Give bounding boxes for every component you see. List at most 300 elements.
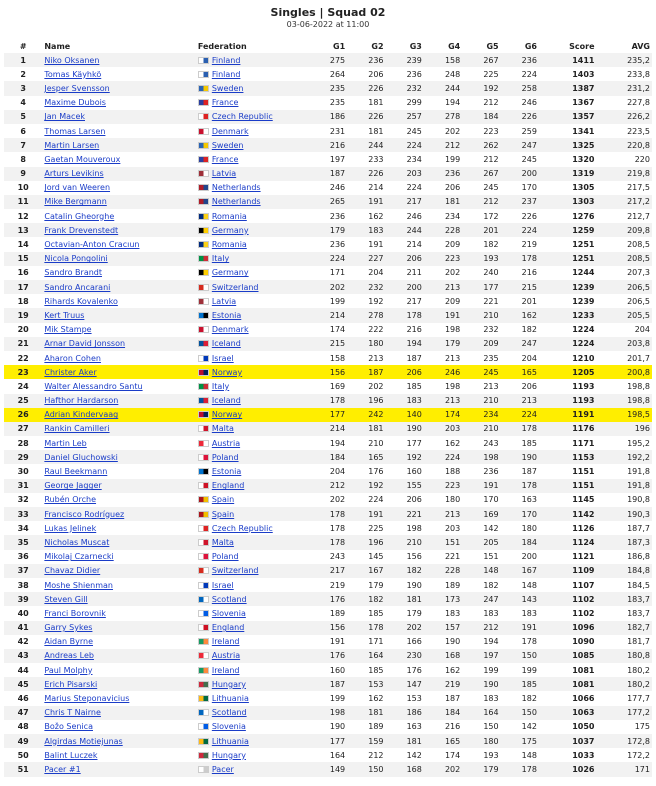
game-score-cell: 197 [329,154,346,164]
player-link[interactable]: Mik Stampe [44,325,92,335]
player-link[interactable]: Hafthor Hardarson [44,396,119,406]
col-avg: AVG [631,41,650,51]
total-score-cell: 1090 [572,637,595,647]
player-link[interactable]: Rubén Orche [44,495,97,505]
player-name-cell [42,195,195,209]
federation-link[interactable]: Romania [211,240,247,250]
game-score-cell: 228 [424,223,462,237]
game-score-cell: 236 [501,53,539,67]
flag-icon [198,369,209,376]
flag-icon [198,184,209,191]
average-cell: 196 [597,422,653,436]
federation-cell [196,209,309,223]
game-score-cell: 188 [444,467,461,477]
game-score-cell: 176 [309,592,347,606]
federation-cell [196,394,309,408]
game-score-cell: 227 [347,252,385,266]
federation-cell [196,535,309,549]
player-link[interactable]: Moshe Shienman [44,580,113,590]
game-score-cell: 175 [501,734,539,748]
game-score-cell: 214 [309,308,347,322]
game-score-cell: 194 [386,337,424,351]
federation-link[interactable]: England [211,481,245,491]
table-row [4,394,652,408]
game-score-cell: 184 [424,706,462,720]
player-name-cell [42,96,195,110]
player-link[interactable]: Aidan Byrne [44,637,94,647]
player-link[interactable]: Walter Alessandro Santu [44,381,143,391]
table-row [4,436,652,450]
game-score-cell: 216 [521,268,537,278]
player-link[interactable]: George Jagger [44,481,102,491]
game-score-cell: 177 [309,734,347,748]
player-link[interactable]: Raul Beekmann [44,467,108,477]
rank-cell: 16 [17,268,29,278]
game-score-cell: 198 [406,523,422,533]
flag-icon [198,85,209,92]
rank-cell: 47 [4,706,42,720]
game-score-cell: 150 [483,722,499,732]
federation-link[interactable]: Austria [211,438,241,448]
federation-cell [196,408,309,422]
total-score-cell: 1303 [539,195,597,209]
federation-link[interactable]: Slovenia [211,608,246,618]
federation-link[interactable]: Hungary [211,679,246,689]
flag-icon [198,71,209,78]
total-score-cell: 1233 [539,308,597,322]
federation-link[interactable]: Ireland [211,637,240,647]
player-name-cell [42,720,195,734]
game-score-cell: 162 [368,694,384,704]
federation-cell [196,124,309,138]
player-link[interactable]: Algirdas Motiejunas [44,736,123,746]
rank-cell: 25 [4,394,42,408]
game-score-cell: 226 [347,81,385,95]
total-score-cell: 1171 [572,438,595,448]
game-score-cell: 197 [462,649,500,663]
federation-link[interactable]: Denmark [211,126,249,136]
game-score-cell: 163 [406,722,422,732]
federation-link[interactable]: Denmark [211,325,249,335]
average-cell: 235,2 [597,53,653,67]
federation-cell [196,294,309,308]
player-link[interactable]: Pacer #1 [44,764,81,774]
player-link[interactable]: Chavaz Didier [44,566,101,576]
player-link[interactable]: Sandro Brandt [44,268,103,278]
game-score-cell: 223 [483,126,499,136]
player-link[interactable]: Božo Senica [44,722,93,732]
flag-icon [198,284,209,291]
federation-link[interactable]: Romania [211,211,247,221]
federation-link[interactable]: Germany [211,225,249,235]
average-cell: 212,7 [627,211,650,221]
game-score-cell: 202 [444,126,461,136]
player-link[interactable]: Arturs Levikins [44,169,104,179]
game-score-cell: 165 [424,734,462,748]
game-score-cell: 264 [329,69,346,79]
game-score-cell: 299 [406,98,422,108]
federation-cell [196,252,309,266]
federation-link[interactable]: Latvia [211,296,237,306]
federation-link[interactable]: Spain [211,509,235,519]
col-g3: G3 [409,41,422,51]
game-score-cell: 187 [347,365,385,379]
federation-link[interactable]: Malta [211,424,234,434]
average-cell: 172,8 [597,734,653,748]
federation-link[interactable]: Poland [211,452,239,462]
game-score-cell: 149 [309,762,347,776]
flag-icon [198,638,209,645]
player-link[interactable]: Lukas Jelinek [44,523,97,533]
table-row [4,379,652,393]
game-score-cell: 222 [368,325,384,335]
player-name-cell [42,81,195,95]
game-score-cell: 189 [368,722,384,732]
header-row [4,39,652,53]
game-score-cell: 210 [462,422,500,436]
player-name-cell [42,167,195,181]
game-score-cell: 181 [424,195,462,209]
rank-cell: 24 [17,381,29,391]
total-score-cell: 1107 [572,580,595,590]
game-score-cell: 214 [406,240,422,250]
table-row [4,67,652,81]
average-cell: 183,7 [597,592,653,606]
average-cell: 186,8 [627,552,650,562]
federation-link[interactable]: Israel [211,353,234,363]
player-name-cell [42,677,195,691]
player-link[interactable]: Adrian Kindervaag [44,410,119,420]
federation-link[interactable]: France [211,154,239,164]
game-score-cell: 160 [406,467,422,477]
game-score-cell: 187 [521,467,537,477]
player-link[interactable]: Sandro Ancarani [44,282,111,292]
game-score-cell: 192 [347,479,385,493]
player-link[interactable]: Franci Borovnik [44,608,106,618]
player-link[interactable]: Gaetan Mouveroux [44,154,121,164]
player-link[interactable]: Martin Larsen [44,140,100,150]
flag-icon [198,440,209,447]
game-score-cell: 184 [462,110,500,124]
flag-icon [198,596,209,603]
game-score-cell: 183 [483,608,499,618]
game-score-cell: 147 [386,677,424,691]
game-score-cell: 221 [444,552,461,562]
federation-link[interactable]: Switzerland [211,282,259,292]
game-score-cell: 206 [368,69,384,79]
total-score-cell: 1151 [539,479,597,493]
player-link[interactable]: Garry Sykes [44,623,93,633]
federation-link[interactable]: Italy [211,254,230,264]
rank-cell: 17 [4,280,42,294]
table-row [4,720,652,734]
total-score-cell: 1224 [539,337,597,351]
table-row [4,323,652,337]
game-score-cell: 267 [462,53,500,67]
game-score-cell: 163 [521,495,537,505]
player-link[interactable]: Daniel Gluchowski [44,452,118,462]
game-score-cell: 187 [309,677,347,691]
federation-cell [196,720,309,734]
rank-cell: 38 [17,580,29,590]
game-score-cell: 198 [462,450,500,464]
game-score-cell: 199 [329,296,346,306]
average-cell: 208,5 [597,252,653,266]
federation-link[interactable]: Estonia [211,467,242,477]
player-link[interactable]: Kert Truus [44,310,85,320]
player-name-cell [42,152,195,166]
game-score-cell: 191 [424,308,462,322]
federation-link[interactable]: Estonia [211,310,242,320]
table-row [4,195,652,209]
player-link[interactable]: Catalin Gheorghe [44,211,115,221]
game-score-cell: 189 [329,608,346,618]
federation-link[interactable]: Norway [211,367,243,377]
game-score-cell: 223 [424,479,462,493]
average-cell: 195,2 [627,438,650,448]
game-score-cell: 210 [368,438,384,448]
game-score-cell: 225 [483,69,499,79]
federation-link[interactable]: Lithuania [211,694,249,704]
federation-link[interactable]: Scotland [211,594,247,604]
player-link[interactable]: Niko Oksanen [44,55,100,65]
player-link[interactable]: Octavian-Anton Cracıun [44,240,140,250]
federation-link[interactable]: France [211,98,239,108]
federation-link[interactable]: Slovenia [211,722,246,732]
federation-link[interactable]: Latvia [211,169,237,179]
game-score-cell: 185 [368,608,384,618]
rank-cell: 30 [17,467,29,477]
federation-cell [196,663,309,677]
player-link[interactable]: Rankin Camilleri [44,424,110,434]
game-score-cell: 231 [329,126,346,136]
federation-cell [196,67,309,81]
game-score-cell: 166 [406,637,422,647]
game-score-cell: 194 [444,98,461,108]
table-row [4,365,652,379]
table-row [4,96,652,110]
player-link[interactable]: Arnar David Jonsson [44,339,126,349]
player-link[interactable]: Jan Macek [44,112,85,122]
player-link[interactable]: Maxime Dubois [44,98,106,108]
player-link[interactable]: Jesper Svensson [44,83,110,93]
player-link[interactable]: Frank Drevenstedt [44,225,119,235]
flag-icon [198,269,209,276]
average-cell: 190,8 [627,495,650,505]
player-link[interactable]: Steven Gill [44,594,88,604]
table-row [4,493,652,507]
total-score-cell: 1320 [572,154,595,164]
flag-icon [198,567,209,574]
total-score-cell: 1124 [539,535,597,549]
player-name-cell [42,550,195,564]
federation-link[interactable]: Iceland [211,339,241,349]
federation-link[interactable]: Iceland [211,396,241,406]
average-cell: 180,2 [597,677,653,691]
game-score-cell: 178 [347,621,385,635]
game-score-cell: 259 [521,126,537,136]
game-score-cell: 186 [309,110,347,124]
table-row [4,237,652,251]
game-score-cell: 156 [309,621,347,635]
game-score-cell: 214 [309,422,347,436]
federation-link[interactable]: Scotland [211,708,247,718]
game-score-cell: 212 [462,195,500,209]
game-score-cell: 185 [368,665,384,675]
game-score-cell: 183 [386,394,424,408]
player-link[interactable]: Christer Aker [44,367,97,377]
federation-link[interactable]: Netherlands [211,183,261,193]
player-link[interactable]: Balint Luczek [44,750,98,760]
federation-link[interactable]: Czech Republic [211,523,273,533]
game-score-cell: 184 [501,535,539,549]
rank-cell: 11 [4,195,42,209]
total-score-cell: 1239 [572,296,595,306]
flag-icon [198,539,209,546]
average-cell: 227,8 [627,98,650,108]
player-name-cell [42,394,195,408]
game-score-cell: 224 [424,450,462,464]
federation-link[interactable]: Lithuania [211,736,249,746]
player-link[interactable]: Mike Bergmann [44,197,107,207]
flag-icon [198,681,209,688]
table-row [4,308,652,322]
game-score-cell: 200 [501,167,539,181]
federation-link[interactable]: Sweden [211,140,244,150]
game-score-cell: 198 [444,381,461,391]
game-score-cell: 213 [444,353,461,363]
game-score-cell: 212 [309,479,347,493]
rank-cell: 49 [4,734,42,748]
game-score-cell: 204 [521,353,537,363]
federation-link[interactable]: Germany [211,268,249,278]
game-score-cell: 176 [368,467,384,477]
federation-link[interactable]: Sweden [211,83,244,93]
game-score-cell: 224 [368,495,384,505]
federation-link[interactable]: Austria [211,651,241,661]
rank-cell: 33 [4,507,42,521]
game-score-cell: 216 [309,138,347,152]
game-score-cell: 178 [501,422,539,436]
player-link[interactable]: Francisco Rodríguez [44,509,125,519]
federation-link[interactable]: Hungary [211,750,246,760]
federation-link[interactable]: Malta [211,537,234,547]
game-score-cell: 187 [406,353,422,363]
game-score-cell: 181 [368,126,384,136]
federation-link[interactable]: Israel [211,580,234,590]
table-row [4,677,652,691]
federation-cell [196,635,309,649]
federation-link[interactable]: Poland [211,552,239,562]
federation-link[interactable]: Spain [211,495,235,505]
game-score-cell: 209 [444,240,461,250]
average-cell: 180,8 [597,649,653,663]
flag-icon [198,99,209,106]
player-link[interactable]: Marius Steponavicius [44,694,130,704]
game-score-cell: 140 [386,408,424,422]
player-link[interactable]: Nicola Pongolini [44,254,108,264]
federation-cell [196,152,309,166]
total-score-cell: 1191 [539,408,597,422]
player-link[interactable]: Tomas Käyhkö [44,69,102,79]
flag-icon [198,128,209,135]
flag-icon [198,355,209,362]
player-link[interactable]: Paul Molphy [44,665,93,675]
game-score-cell: 239 [386,53,424,67]
game-score-cell: 223 [424,252,462,266]
flag-icon [198,752,209,759]
federation-link[interactable]: Czech Republic [211,112,273,122]
player-link[interactable]: Andreas Leb [44,651,94,661]
federation-link[interactable]: Netherlands [211,197,261,207]
total-score-cell: 1033 [572,750,595,760]
game-score-cell: 196 [347,535,385,549]
player-link[interactable]: Rihards Kovalenko [44,296,118,306]
game-score-cell: 212 [462,621,500,635]
federation-link[interactable]: Finland [211,69,241,79]
federation-link[interactable]: Italy [211,381,230,391]
player-link[interactable]: Nicholas Muscat [44,537,110,547]
table-row [4,252,652,266]
average-cell: 182,7 [597,621,653,635]
federation-link[interactable]: England [211,623,245,633]
game-score-cell: 226 [521,211,537,221]
game-score-cell: 170 [483,495,499,505]
player-link[interactable]: Martin Leb [44,438,87,448]
player-link[interactable]: Aharon Cohen [44,353,101,363]
federation-link[interactable]: Pacer [211,764,234,774]
player-link[interactable]: Mikolaj Czarnecki [44,552,114,562]
game-score-cell: 182 [521,694,537,704]
total-score-cell: 1102 [572,608,595,618]
game-score-cell: 171 [329,268,346,278]
game-score-cell: 213 [483,381,499,391]
game-score-cell: 224 [501,408,539,422]
federation-link[interactable]: Switzerland [211,566,259,576]
average-cell: 191,8 [627,467,650,477]
game-score-cell: 169 [329,381,346,391]
player-link[interactable]: Thomas Larsen [44,126,106,136]
federation-link[interactable]: Norway [211,410,243,420]
game-score-cell: 236 [424,167,462,181]
flag-icon [198,454,209,461]
game-score-cell: 173 [424,592,462,606]
game-score-cell: 180 [347,337,385,351]
player-link[interactable]: Chris T Nairne [44,708,101,718]
federation-link[interactable]: Ireland [211,665,240,675]
table-row [4,81,652,95]
player-link[interactable]: Erich Pisarski [44,679,98,689]
player-name-cell [42,53,195,67]
game-score-cell: 202 [368,381,384,391]
rank-cell: 20 [17,325,29,335]
total-score-cell: 1102 [539,592,597,606]
game-score-cell: 245 [483,183,499,193]
player-name-cell [42,535,195,549]
game-score-cell: 212 [424,138,462,152]
player-link[interactable]: Jord van Weeren [44,183,111,193]
federation-link[interactable]: Finland [211,55,241,65]
game-score-cell: 191 [347,195,385,209]
table-row [4,124,652,138]
game-score-cell: 189 [444,580,461,590]
col-name: Name [44,41,71,51]
game-score-cell: 206 [386,365,424,379]
player-name-cell [42,578,195,592]
total-score-cell: 1126 [572,523,595,533]
federation-cell [196,110,309,124]
total-score-cell: 1244 [572,268,595,278]
